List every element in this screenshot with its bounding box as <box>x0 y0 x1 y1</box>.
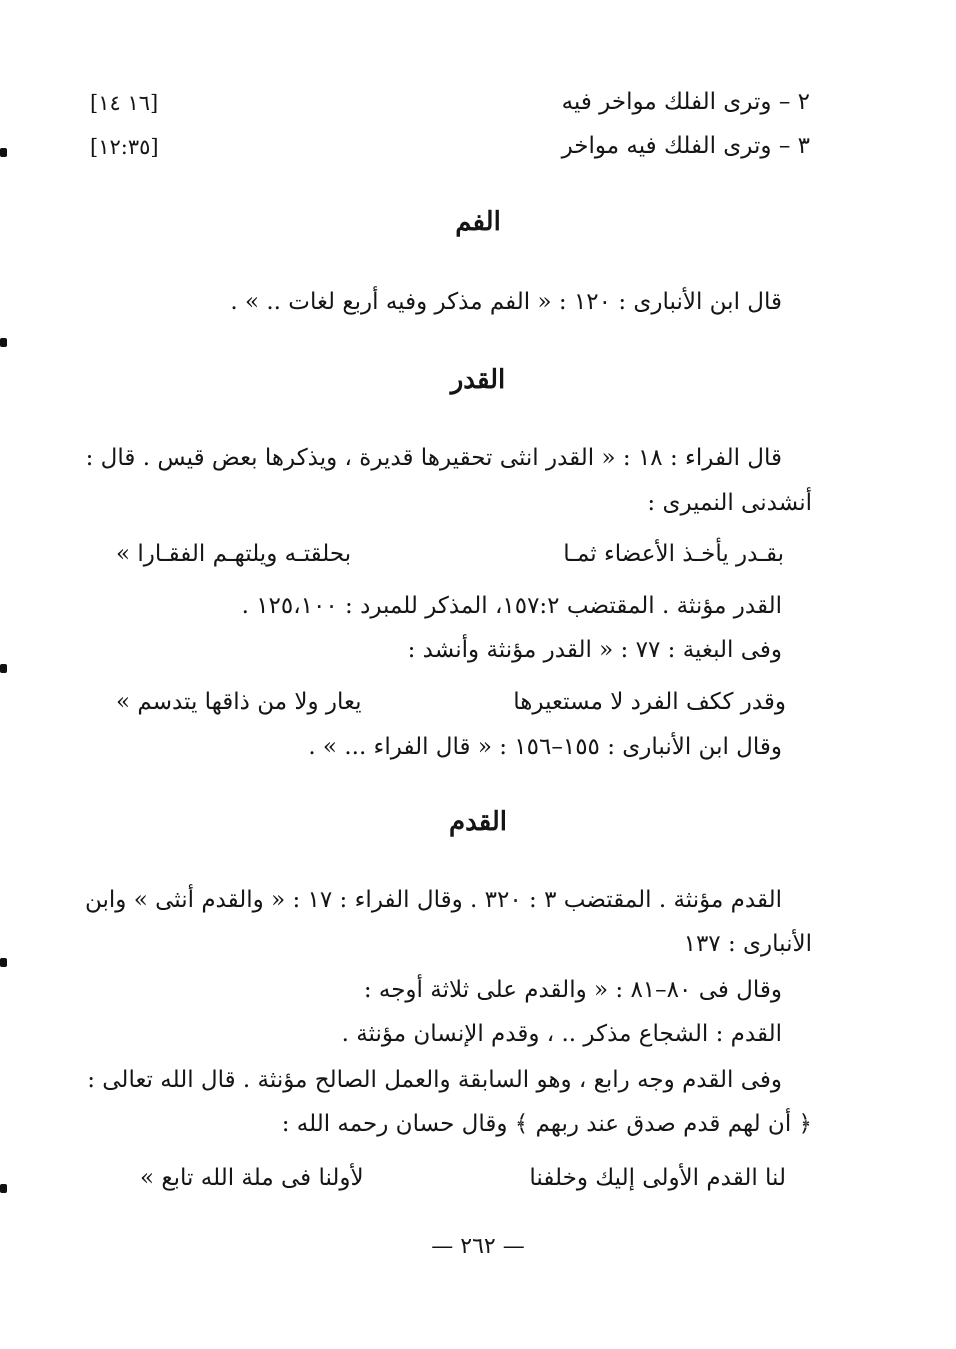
qadam-line-5: وفى القدم وجه رابع ، وهو السابقة والعمل الصالح مؤنثة . قال الله تعالى : <box>87 1067 782 1093</box>
qidr-verse-2-first-hemistich: وقدر ككف الفرد لا مستعيرها <box>513 689 786 715</box>
margin-mark <box>0 1184 7 1193</box>
top-ref-citation-2: [١٢:٣٥] <box>90 135 159 159</box>
margin-mark <box>0 338 7 347</box>
top-ref-line-2: ٣ – وترى الفلك فيه مواخر <box>561 133 810 159</box>
qidr-verse-2-second-hemistich: يعار ولا من ذاقها يتدسم » <box>116 689 362 715</box>
qadam-verse-first-hemistich: لنا القدم الأولى إليك وخلفنا <box>529 1165 786 1191</box>
qidr-line-1: قال الفراء : ١٨ : « القدر انثى تحقيرها قديرة ، ويذكرها بعض قيس . قال : <box>85 445 782 471</box>
qadam-line-6: ﴿ أن لهم قدم صدق عند ربهم ﴾ وقال حسان رحمه الله : <box>281 1111 812 1137</box>
qidr-line-4: وفى البغية : ٧٧ : « القدر مؤنثة وأنشد : <box>407 637 782 663</box>
section-heading-qadam: القدم <box>448 807 508 837</box>
section-heading-qidr: القدر <box>450 365 506 395</box>
margin-mark <box>0 148 7 157</box>
top-ref-citation-1: [١٦ ١٤] <box>90 91 159 115</box>
margin-mark <box>0 958 7 967</box>
fam-line-1: قال ابن الأنبارى : ١٢٠ : « الفم مذكر وفيه أربع لغات .. » . <box>230 289 782 315</box>
margin-mark <box>0 664 7 673</box>
page-number: — ٢٦٢ — <box>431 1234 525 1259</box>
top-ref-line-1: ٢ – وترى الفلك مواخر فيه <box>561 89 810 115</box>
qidr-line-3: القدر مؤنثة . المقتضب ١٥٧:٢، المذكر للمبرد : ١٢٥،١٠٠ . <box>241 593 782 619</box>
qadam-line-2: الأنبارى : ١٣٧ <box>683 931 812 957</box>
qidr-line-2: أنشدنى النميرى : <box>647 490 812 516</box>
qadam-verse-second-hemistich: لأولنا فى ملة الله تابع » <box>140 1165 364 1191</box>
qadam-line-4: القدم : الشجاع مذكر .. ، وقدم الإنسان مؤنثة . <box>341 1021 782 1047</box>
qidr-verse-1-second-hemistich: بحلقتـه ويلتهـم الفقـارا » <box>116 541 352 567</box>
qadam-line-1: القدم مؤنثة . المقتضب ٣ : ٣٢٠ . وقال الفراء : ١٧ : « والقدم أنثى » وابن <box>85 887 782 913</box>
qadam-line-3: وقال فى ٨٠–٨١ : « والقدم على ثلاثة أوجه : <box>363 977 782 1003</box>
qidr-verse-1-first-hemistich: بقـدر يأخـذ الأعضاء ثمـا <box>563 541 784 567</box>
section-heading-fam: الفم <box>455 207 501 237</box>
qidr-line-5: وقال ابن الأنبارى : ١٥٥–١٥٦ : « قال الفراء ... » . <box>308 734 782 760</box>
